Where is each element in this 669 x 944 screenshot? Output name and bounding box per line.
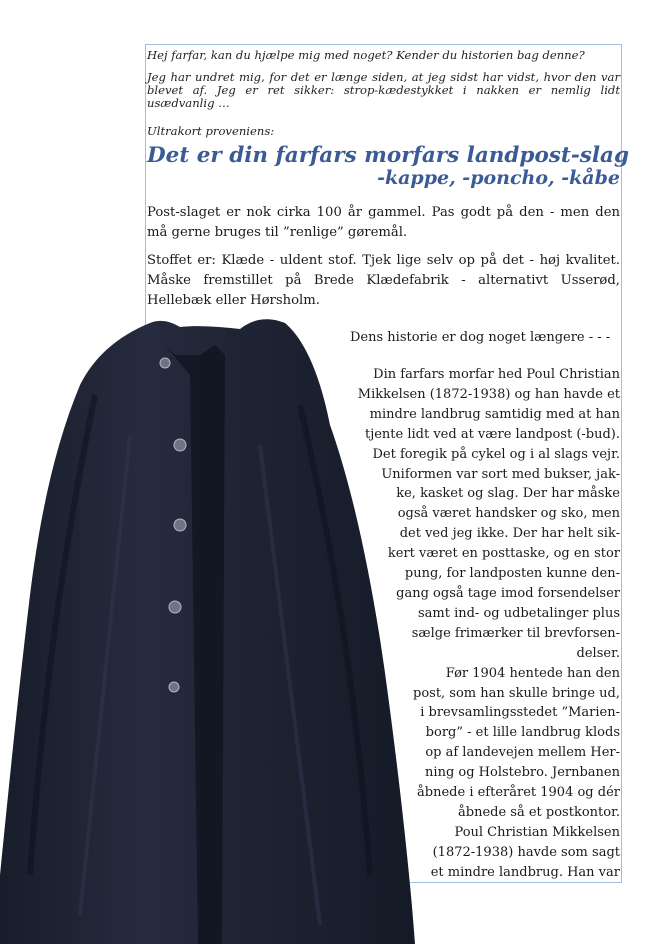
story-line: borg” - et lille landbrug klods <box>425 725 620 741</box>
story-line: ke, kasket og slag. Der har måske <box>396 486 620 502</box>
story-line: mindre landbrug samtidig med at han <box>369 406 620 422</box>
story-line: åbnede så et postkontor. <box>458 804 620 820</box>
story-line: Mikkelsen (1872-1938) og han havde et <box>357 386 620 402</box>
paragraph-age: Post-slaget er nok cirka 100 år gammel. Pas godt på den - men den må gerne bruges til ”renlige” gøremål. <box>147 205 620 240</box>
story-heading: Dens historie er dog noget længere - - - <box>350 330 611 345</box>
story-line: et mindre landbrug. Han var <box>430 864 620 880</box>
story-line: også været handsker og sko, men <box>397 506 620 522</box>
story-line: Før 1904 hentede han den <box>445 665 620 681</box>
story-line: ning og Holstebro. Jernbanen <box>425 765 620 781</box>
story-line: åbnede i efteråret 1904 og dér <box>417 785 620 801</box>
intro-question: Hej farfar, kan du hjælpe mig med noget? Kender du historien bag denne? <box>147 48 585 62</box>
story-line: pung, for landposten kunne den- <box>404 566 620 582</box>
story-line: tjente lidt ved at være landpost (-bud). <box>364 426 620 442</box>
story-line: sælge frimærker til brevforsen- <box>411 625 620 641</box>
story-line: post, som han skulle bringe ud, <box>413 685 620 701</box>
page-title: Det er din farfars morfars landpost-slag <box>147 143 629 168</box>
story-line: op af landevejen mellem Her- <box>425 745 620 761</box>
story-line: Det foregik på cykel og i al slags vejr. <box>372 446 620 462</box>
provenance-label: Ultrakort proveniens: <box>147 124 275 138</box>
intro-wonder: Jeg har undret mig, for det er længe siden, at jeg sidst har vidst, hvor den var blevet af. Jeg er ret sikker: strop-kædestykket i nakken er nemlig lidt usædvanlig … <box>147 70 620 110</box>
story-line: kert været en posttaske, og en stor <box>387 546 620 562</box>
story-line: det ved jeg ikke. Der har helt sik- <box>399 526 620 542</box>
page-subtitle: -kappe, -poncho, -kåbe <box>377 167 620 189</box>
story-line: Poul Christian Mikkelsen <box>454 824 620 840</box>
story-line: i brevsamlingsstedet ”Marien- <box>420 705 620 721</box>
paragraph-fabric: Stoffet er: Klæde - uldent stof. Tjek lige selv op på det - høj kvalitet. Måske fremstillet på Brede Klædefabrik - alternativt Usserød, Hellebæk eller Hørsholm. <box>147 253 620 308</box>
story-line: delser. <box>576 645 620 661</box>
story-line: samt ind- og udbetalinger plus <box>417 605 620 621</box>
story-line: Uniformen var sort med bukser, jak- <box>381 466 620 482</box>
story-line: (1872-1938) havde som sagt <box>432 844 620 860</box>
story-line: gang også tage imod forsendelser <box>396 585 620 601</box>
story-line: Din farfars morfar hed Poul Christian <box>373 367 620 382</box>
story-column <box>340 365 620 883</box>
